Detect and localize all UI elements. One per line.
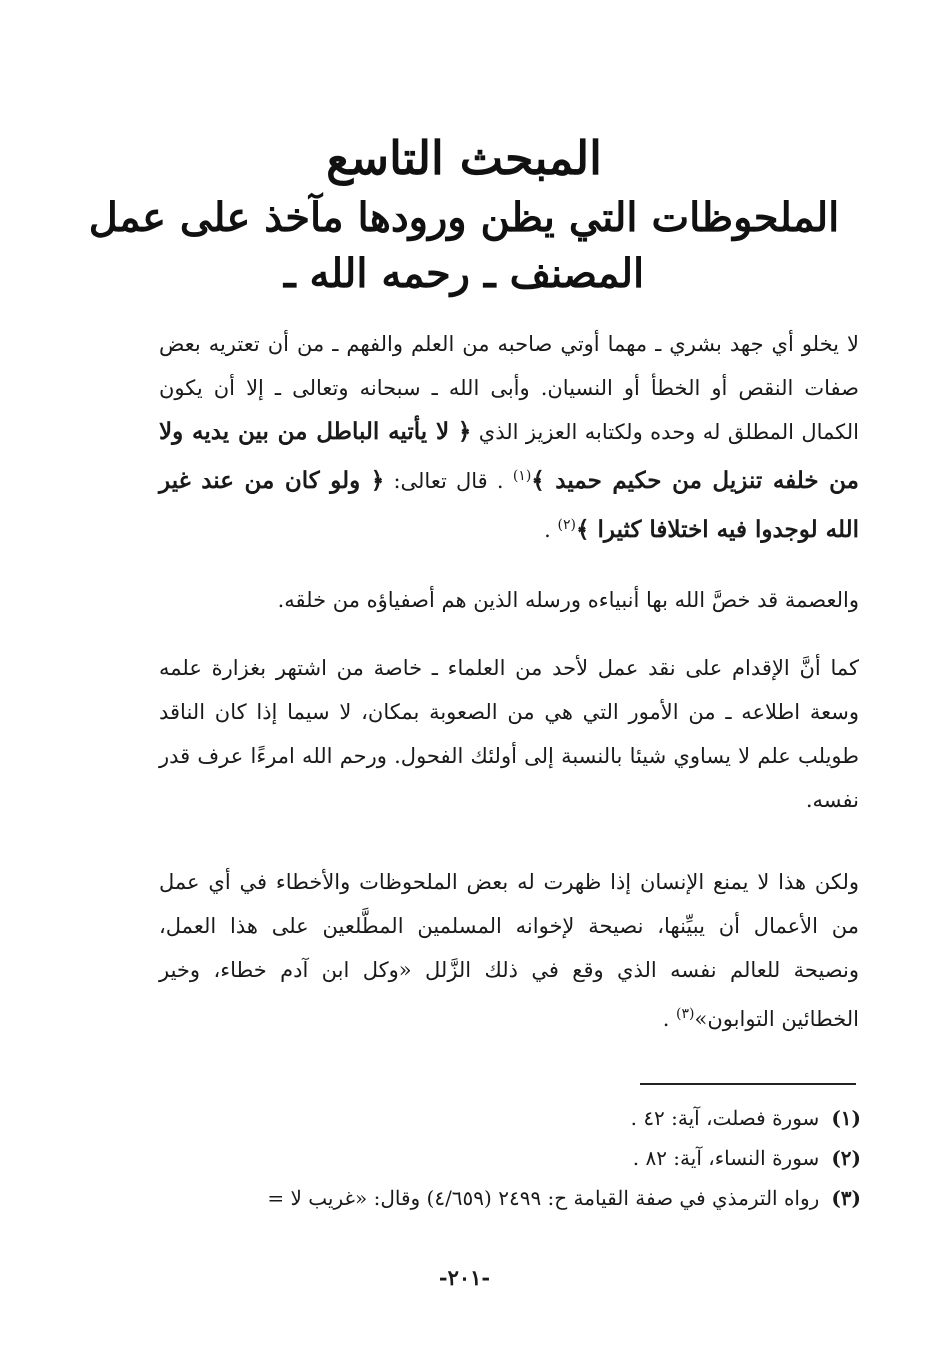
footnote-number: (١): [831, 1106, 861, 1130]
paragraph-intro-text: لا يخلو أي جهد بشري ـ مهما أوتي صاحبه من العلم والفهم ـ من أن تعتريه بعض صفات النقص أو الخطأ أو النسيان. وأبى الله ـ سبحانه وتعالى ـ إلا أن يكون الكمال المطلق له وحده ولكتابه العزيز الذي: [159, 332, 860, 444]
paragraph-advice-end: .: [662, 1007, 677, 1031]
footnote-ref-3: (٣): [676, 1006, 695, 1022]
paragraph-criticism: كما أنَّ الإقدام على نقد عمل لأحد من العلماء ـ خاصة من اشتهر بغزارة علمه وسعة اطلاعه ـ من الأمور التي هي من الصعوبة بمكان، لا سيما إذا كان الناقد طويلب علم لا يساوي شيئا بالنسبة إلى أولئك الفحول. ورحم الله امرءًا عرف قدر نفسه.: [159, 656, 859, 812]
footnote-item: [141, 1098, 861, 1138]
footnote-text: سورة النساء، آية: ٨٢ .: [632, 1146, 820, 1170]
footnote-text: سورة فصلت، آية: ٤٢ .: [630, 1106, 820, 1130]
paragraph-intro: [159, 322, 859, 552]
paragraph-intro-end: .: [544, 518, 558, 542]
footnote-number: (٣): [831, 1186, 861, 1210]
footnote-text: رواه الترمذي في صفة القيامة ح: ٢٤٩٩ (٤/٦٥٩) وقال: «غريب لا =: [267, 1186, 820, 1210]
paragraph-advice: [159, 860, 859, 1041]
section-subtitle: الملحوظات التي يظن ورودها مآخذ على عمل المصنف ـ رحمه الله ـ: [88, 194, 840, 297]
quran-verse-nisa: ﴿ ولو كان من عند غير الله لوجدوا فيه اختلافا كثيرا ﴾: [159, 467, 859, 543]
footnote-ref-1: (١): [512, 468, 532, 484]
footnote-divider: [640, 1083, 856, 1085]
paragraph-infallibility: والعصمة قد خصَّ الله بها أنبياءه ورسله الذين هم أصفياؤه من خلقه.: [277, 588, 859, 612]
section-title: المبحث التاسع: [326, 131, 602, 185]
quran-verse-fussilat: ﴿ لا يأتيه الباطل من بين يديه ولا من خلفه تنزيل من حكيم حميد ﴾: [159, 418, 859, 494]
paragraph-intro-mid: . قال تعالى:: [384, 469, 513, 493]
paragraph-advice-text: ولكن هذا لا يمنع الإنسان إذا ظهرت له بعض الملحوظات والأخطاء في أي عمل من الأعمال أن يبيِّنها، نصيحة لإخوانه المسلمين المطَّلعين على هذا العمل، ونصيحة للعالم نفسه الذي وقع في ذلك الزَّلل «وكل ابن آدم خطاء، وخير الخطائين التوابون»: [159, 870, 859, 1031]
footnote-number: (٢): [831, 1146, 861, 1170]
footnote-item: [141, 1178, 861, 1218]
footnotes: [141, 1098, 861, 1218]
page-number: -٢٠١-: [438, 1265, 491, 1290]
footnote-item: [141, 1138, 861, 1178]
footnote-ref-2: (٢): [557, 517, 576, 533]
